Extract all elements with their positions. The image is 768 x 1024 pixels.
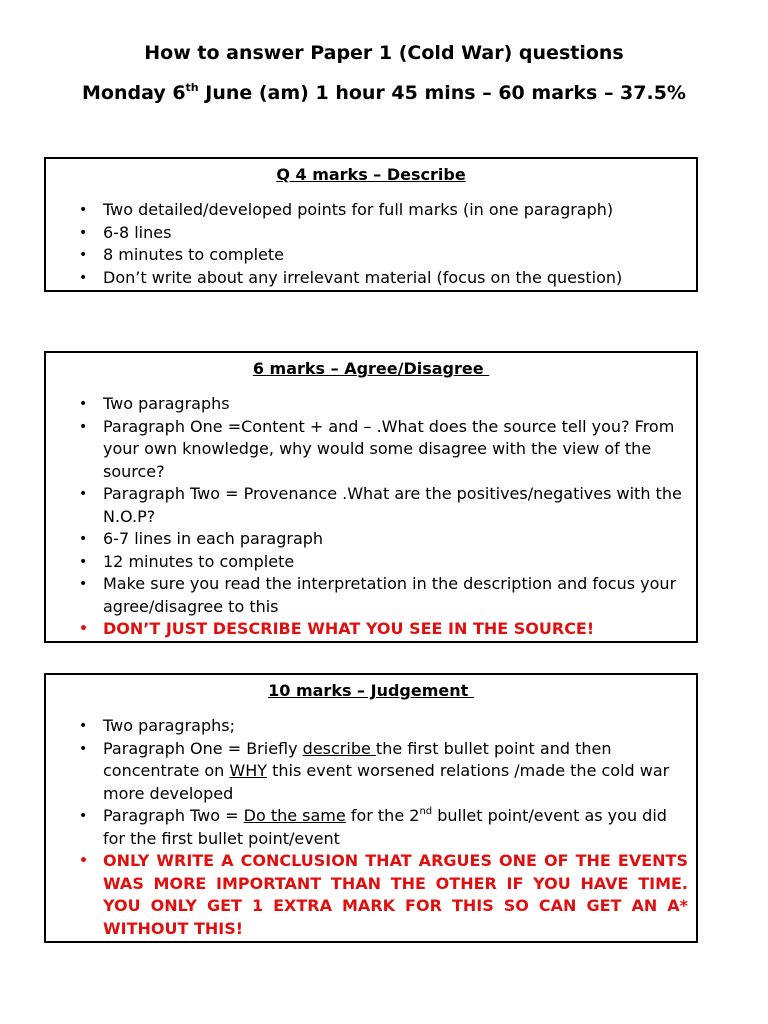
judgement-heading: 10 marks – Judgement — [268, 681, 474, 700]
warning-list-item: • ONLY WRITE A CONCLUSION THAT ARGUES ONE OF THE EVENTS WAS MORE IMPORTANT THAN THE OTHER IF YOU HAVE TIME. YOU ONLY GET 1 EXTRA MARK FOR THIS SO CAN GET AN A* WITHOUT THIS! — [46, 850, 696, 940]
item-text: Paragraph Two = — [103, 806, 244, 825]
exam-duration-text: June (am) 1 hour 45 mins – 60 marks – 37.5% — [198, 82, 686, 104]
describe-list — [46, 199, 630, 289]
exam-date-text: Monday 6 — [82, 82, 186, 104]
underlined-text: describe — [302, 738, 376, 758]
item-text: this event worsened relations /made the cold war more developed — [103, 761, 670, 803]
warning-list-item: • DON’T JUST DESCRIBE WHAT YOU SEE IN THE SOURCE! — [46, 618, 696, 641]
list-item: • 6-8 lines — [46, 222, 630, 245]
list-item: • Two paragraphs; — [46, 715, 696, 738]
list-item — [46, 805, 696, 850]
list-item: • Paragraph Two = Provenance .What are the positives/negatives with the N.O.P? — [46, 483, 696, 528]
date-ordinal-suffix: th — [185, 81, 199, 94]
item-text: Paragraph One = Briefly — [103, 738, 303, 758]
page-title: How to answer Paper 1 (Cold War) questions — [144, 42, 624, 64]
judgement-list — [46, 715, 696, 940]
list-item: • Two paragraphs — [46, 393, 696, 416]
item-text: bullet point/event as you did for the first bullet point/event — [103, 806, 667, 848]
list-item — [46, 738, 696, 806]
underlined-text: WHY — [229, 761, 268, 780]
list-item: • Two detailed/developed points for full marks (in one paragraph) — [46, 199, 630, 222]
describe-question-box — [44, 157, 698, 292]
agree-disagree-question-box — [44, 351, 698, 643]
judgement-question-box — [44, 673, 698, 943]
list-item: • Paragraph One =Content + and – .What does the source tell you? From your own knowledge, why would some disagree with the view of the source? — [46, 416, 696, 484]
list-item: • 12 minutes to complete — [46, 551, 696, 574]
list-item: • Don’t write about any irrelevant material (focus on the question) — [46, 267, 630, 290]
ordinal-suffix: nd — [419, 806, 433, 817]
agree-disagree-heading: 6 marks – Agree/Disagree — [252, 359, 490, 378]
describe-heading: Q 4 marks – Describe — [276, 165, 466, 184]
list-item: • Make sure you read the interpretation in the description and focus your agree/disagree to this — [46, 573, 696, 618]
exam-details — [0, 82, 768, 104]
list-item: • 8 minutes to complete — [46, 244, 630, 267]
list-item: • 6-7 lines in each paragraph — [46, 528, 696, 551]
item-text: for the 2 — [345, 806, 420, 825]
underlined-text: Do the same — [243, 806, 346, 825]
agree-disagree-list — [46, 393, 696, 641]
item-text: the first bullet point and then concentrate on — [103, 738, 612, 780]
